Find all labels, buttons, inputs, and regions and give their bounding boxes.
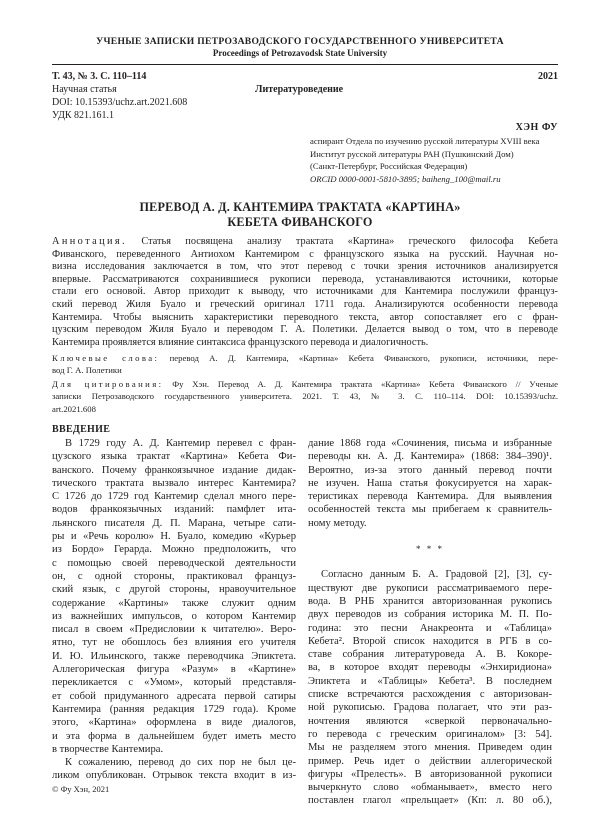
section-heading: ВВЕДЕНИЕ [52,424,111,435]
year: 2021 [538,71,558,82]
paragraph-line: ставе собрания литературоведа А. В. Кокоре- [308,649,552,661]
paragraph-line: Мы не разделяем этого мнения. Приведем один [308,742,552,754]
paragraph-line: этого, «Картина» оформлена в виде диалогов, [52,717,296,729]
paragraph-line: И. Ю. Ильинского, также переводчика Эпиктета. [52,650,296,662]
keywords-text: перевод А. Д. Кантемира, «Картина» Кебета Фиванского, рукописи, источники, пере- [169,353,559,363]
paragraph-line: Вероятно, из-за этого данный перевод почти [308,464,552,476]
abstract-text: Кантемира. Чтобы выяснить характеристики переводного текста, автор сопоставляет его с фран- [52,311,558,323]
citation-text: записки Петрозаводского государственного университета. 2021. Т. 43, № 3. С. 110–114. DOI: 10.15393/uchz. [52,391,558,402]
text-line [52,390,558,402]
block-label: Для цитирования: [52,379,164,389]
paragraph-line: К сожалению, перевод до сих пор не был це- [65,757,296,769]
article-title [0,200,600,230]
paragraph-line: двух переводов из собрания историка М. П. По- [308,609,552,621]
paragraph-line: он, с одной стороны, практиковал француз- [52,570,296,582]
paragraph-line: ществуют две рукописи рассматриваемого пере- [308,582,552,594]
udc: УДК 821.161.1 [52,110,115,121]
abstract-text: Кантемира проявляется влияние синтаксиса французского перевода и диалогичность. [52,336,429,348]
title-line: ПЕРЕВОД А. Д. КАНТЕМИРА ТРАКТАТА «КАРТИНА» [139,200,461,214]
block-label: Ключевые слова: [52,353,160,363]
paragraph-line: поставлен глагол «прельщает» (Кп: л. 80 об.), [308,795,552,807]
article-type: Научная статья [52,84,117,95]
text-line [52,261,558,274]
author-name: ХЭН ФУ [515,122,558,133]
paragraph-line: ному методу. [308,517,367,529]
text-line [52,352,558,364]
section-name: Литературоведение [255,84,344,95]
paragraph-line: Согласно данным Б. А. Градовой [2], [3], су- [321,569,552,581]
paragraph-line: в творчестве Кантемира. [52,743,164,755]
paragraph-line: цузского языка трактат «Картина» Кебета Фи- [52,451,296,463]
citation-text: art.2021.608 [52,403,96,414]
affiliation-line: аспирант Отдела по изучению русской литературы XVIII века [310,136,540,146]
text-line [52,249,558,262]
text-line [52,364,558,376]
paragraph-line: вода. В РНБ хранится авторизованная рукопись [308,595,552,607]
paragraph-line: Аллегорическая фигура «Разум» в «Картине» [52,664,296,676]
paragraph-line: особенностей текста мы прибегаем к сравнитель- [308,504,552,516]
paragraph-line: вычеркнуто слово «обманывает», вместо него [308,782,552,794]
journal-title: УЧЕНЫЕ ЗАПИСКИ ПЕТРОЗАВОДСКОГО ГОСУДАРСТВЕННОГО УНИВЕРСИТЕТА [96,36,504,47]
paragraph-line: из важнейших импульсов, о котором Кантемир [52,610,296,622]
abstract-text: визна исследования заключается в том, что этот перевод с точки зрения источников анализируется [52,261,558,273]
abstract [52,236,558,349]
section-separator: * * * [416,544,444,555]
paragraph-line: го перевода с греческим оригиналом» [3: 54]. [308,728,552,740]
header-divider [52,64,558,65]
paragraph-line: писал в своем «Предисловии к читателю». Веро- [52,624,296,636]
paragraph-line: Кантемира (ранняя редакция 1729 года). Кроме [52,703,296,715]
affiliation-line: (Санкт-Петербург, Российская Федерация) [310,161,468,171]
abstract-text: Фиванского, переведенного Антиохом Кантемиром с французского языка на русский. Научная но- [52,248,558,260]
text-line [52,378,558,390]
journal-title-en: Proceedings of Petrozavodsk State University [212,48,388,58]
paragraph-line: содержание «Картины» также служит одним [52,597,296,609]
paragraph-line: перекликается с «Умом», который представля- [52,677,296,689]
abstract-text: цузским переводом Жиля Буало и переводом Г. А. Полетики. Делается вывод о том, что в переводе [52,324,558,336]
abstract-text: ский перевод Жиля Буало и греческий оригинал 1711 года. Анализируются особенности перевода [52,298,558,310]
paragraph-line: и эта форма в дальнейшем будет иметь место [52,730,296,742]
paragraph-line: льянского писателя Д. П. Марана, четыре сати- [52,517,296,529]
title-line: КЕБЕТА ФИВАНСКОГО [227,215,373,229]
doi[interactable]: DOI: 10.15393/uchz.art.2021.608 [52,97,188,108]
text-line [52,236,558,249]
text-line [52,337,558,350]
text-line [52,299,558,312]
volume-info: Т. 43, № 3. С. 110–114 [52,71,147,82]
paragraph-line: ет собой придуманного адресата первой сатиры [52,690,296,702]
paragraph-line: с помощью своей переводческой деятельности [52,557,296,569]
citation [52,378,558,415]
paragraph-line: дание 1868 года «Сочинения, письма и избранные [308,438,552,449]
paragraph-line: фигуры «Прелесть». В авторизованной рукописи [308,768,552,780]
text-line [52,324,558,337]
paragraph-line: не изучен. Наша статья фокусируется на харак- [308,477,552,489]
author-contact[interactable]: ORCID 0000-0001-5810-3895; baiheng_100@mail.ru [310,173,501,184]
body-column-left [52,437,296,783]
paragraph-line: теристиках перевода Кантемира. Для выявления [308,491,552,503]
paragraph-line: ятно, тут не обошлось без влияния его учителя [52,637,296,649]
keywords-text: вод Г. А. Полетики [52,365,122,376]
text-line [52,286,558,299]
text-line [52,312,558,325]
paragraph-line: В 1729 году А. Д. Кантемир перевел с фран- [65,438,296,449]
paragraph-line: водов франкоязычных изданий: памфлет ита- [52,504,296,516]
paragraph-line: Эпиктета и «Таблицы» Кебета³. В последнем [308,675,552,687]
paragraph-line: ры и «Речь королю» Н. Буало, комедию «Курьер [52,531,296,543]
affiliation-line: Институт русской литературы РАН (Пушкинский Дом) [310,148,514,159]
copyright: © Фу Хэн, 2021 [52,784,110,794]
paragraph-line: ночтения являются «сверкой первоначально- [308,715,552,727]
paragraph-line: ва, в которое входят переводы «Энхиридиона» [308,662,552,674]
paragraph-line: ликом опубликован. Отрывок текста входит в из- [52,770,296,782]
body-column-right [308,437,552,808]
citation-text: Фу Хэн. Перевод А. Д. Кантемира трактата «Картина» Кебета Фиванского // Ученые [172,379,558,389]
abstract-text: впервые. Рассматриваются сохранившиеся рукописи перевода, устанавливаются источники, которые [52,273,558,285]
paragraph-line: С 1726 до 1729 год Кантемир сделал много пере- [52,491,296,503]
keywords [52,352,558,377]
paragraph-line: година: это песни Анакреонта и «Таблица» [308,622,552,634]
text-line [52,403,558,415]
paragraph-line: ский язык, с другой стороны, нравоучительное [52,584,296,596]
paragraph-line: ной рукописью. Градова полагает, что эти раз- [308,702,552,714]
paragraph-line: ванского. Почему франкоязычное издание дидак- [52,464,296,476]
author-affiliation [310,135,560,185]
text-line [52,274,558,287]
paragraph-line: Кебета². Второй список находится в РГБ в со- [308,635,552,647]
block-label: Аннотация. [52,236,127,247]
paragraph-line: списке встречаются расхождения с авторизован- [308,689,552,701]
abstract-text: стали его основой. Автор приходит к выводу, что источниками для Кантемира послужили француз- [52,286,558,298]
paragraph-line: из Бордо» Герарда. Можно предположить, что [52,544,296,556]
abstract-text: Статья посвящена анализу трактата «Картина» греческого философа Кебета [141,236,558,247]
paragraph-line: тического трактата вызвало интерес Кантемира? [52,477,296,489]
paragraph-line: переводы кн. А. Д. Кантемира» (1868: 384–390)¹. [308,451,552,463]
paragraph-line: пример. Речь идет о действии аллегорической [308,755,552,767]
